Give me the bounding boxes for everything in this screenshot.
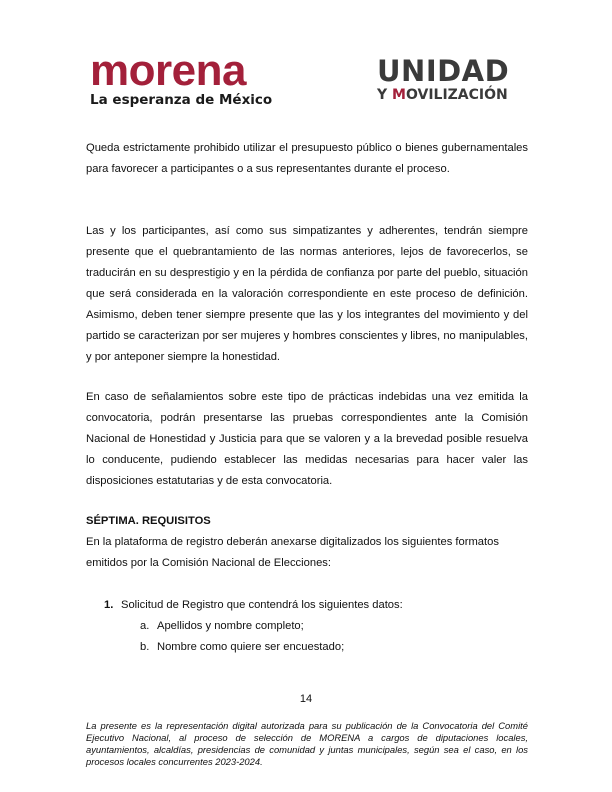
morena-wordmark: morena (90, 46, 246, 95)
paragraph-complaints: En caso de señalamientos sobre este tipo de prácticas indebidas una vez emitida la convocatoria, podrán presentarse las pruebas correspondientes ante la Comisión Nacional de Honestidad y Justicia para que se valoren y a la brevedad posible resuelva lo conducente, pudiendo establecer las medidas necesarias para hacer valer las disposiciones estatutarias y de esta convocatoria. (86, 391, 528, 487)
morena-logo (90, 46, 280, 108)
list-item-number: 1. (104, 599, 114, 611)
section-heading: SÉPTIMA. REQUISITOS (86, 515, 211, 527)
list-item-text: Solicitud de Registro que contendrá los siguientes datos: (121, 599, 403, 611)
list-subitem-letter: a. (140, 620, 150, 632)
movilizacion-wordmark (377, 87, 537, 104)
unidad-movilizacion-logo (377, 56, 537, 104)
list-subitem-text: Apellidos y nombre completo; (157, 620, 304, 632)
list-item (104, 595, 403, 616)
movilizacion-rest: OVILIZACIÓN (405, 87, 508, 103)
footer-note: La presente es la representación digital autorizada para su publicación de la Convocatoria del Comité Ejecutivo Nacional, al proceso de selección de MORENA a cargos de diputaciones locales, ayuntamientos, alcaldías, presidencias de comunidad y juntas municipales, según sea el caso, en los procesos locales concurrentes 2023-2024. (86, 720, 528, 767)
movilizacion-prefix: Y (377, 87, 393, 103)
paragraph-budget-prohibition: Queda estrictamente prohibido utilizar el presupuesto público o bienes gubernamentales para favorecer a participantes o a sus representantes durante el proceso. (86, 142, 528, 175)
list-subitem (140, 616, 304, 637)
unidad-wordmark: UNIDAD (377, 54, 510, 88)
list-subitem (140, 637, 344, 658)
movilizacion-m: M (392, 87, 406, 103)
list-subitem-text: Nombre como quiere ser encuestado; (157, 641, 345, 653)
paragraph-participants-conduct: Las y los participantes, así como sus simpatizantes y adherentes, tendrán siempre presente que el quebrantamiento de las normas anteriores, lejos de favorecerlos, se traducirán en su desprestigio y en la pérdida de confianza por parte del pueblo, situación que será considerada en la valoración correspondiente en este proceso de definición. Asimismo, deben tener siempre presente que las y los integrantes del movimiento y del partido se caracterizan por ser mujeres y hombres conscientes y libres, no manipulables, y por anteponer siempre la honestidad. (86, 225, 528, 363)
list-subitem-letter: b. (140, 641, 150, 653)
page-number: 14 (299, 693, 313, 705)
paragraph-requirements-intro: En la plataforma de registro deberán anexarse digitalizados los siguientes formatos emitidos por la Comisión Nacional de Elecciones: (86, 536, 499, 569)
morena-tagline: La esperanza de México (90, 92, 273, 108)
